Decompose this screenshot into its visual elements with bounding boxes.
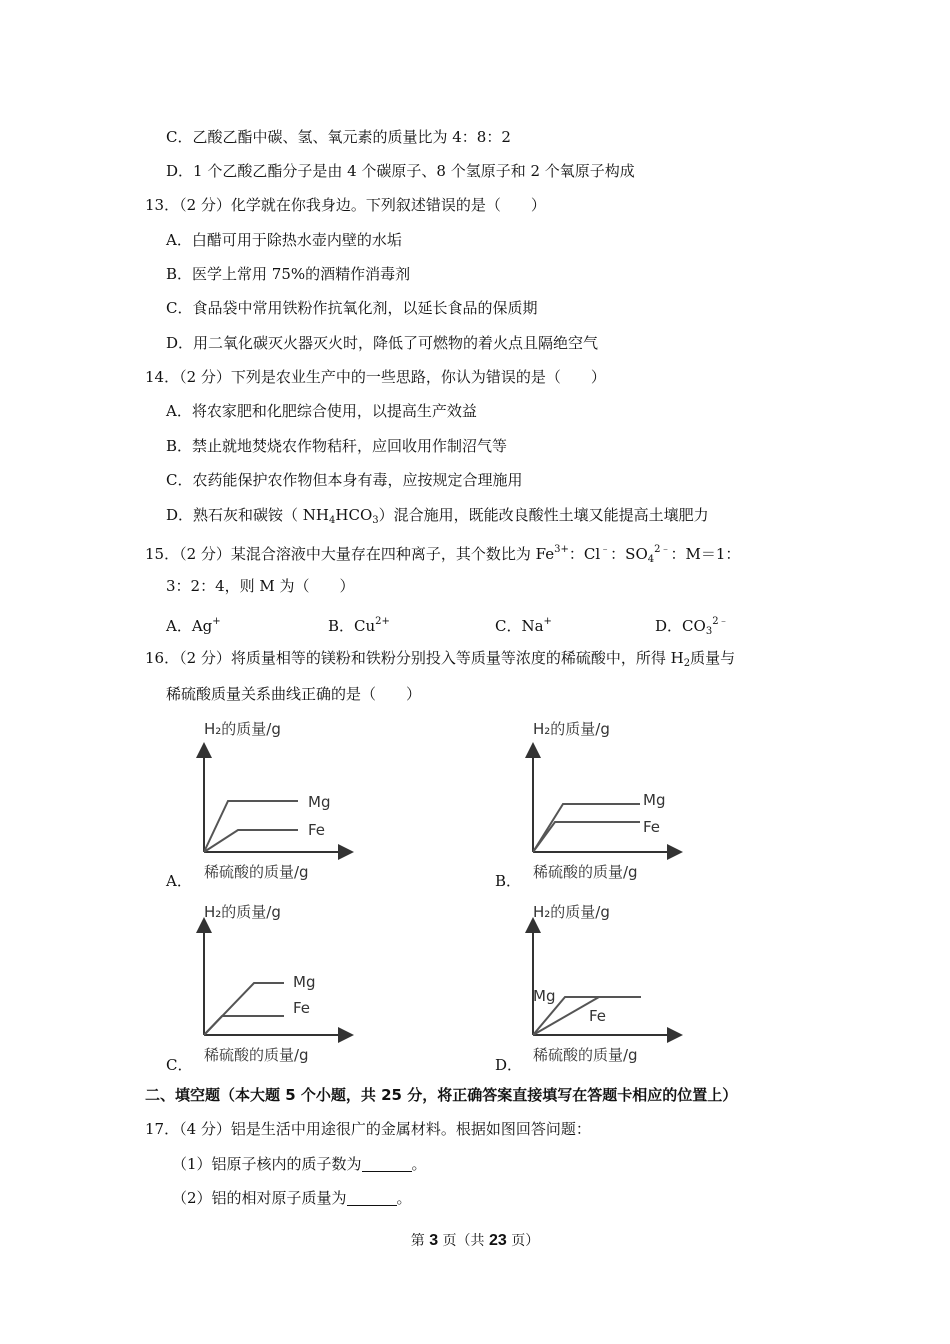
graph-c-mg-line (204, 983, 284, 1035)
q17-part-2: （2）铝的相对原子质量为 。 (172, 1189, 412, 1207)
graph-a-fe-label: Fe (308, 821, 326, 839)
q15-stem: 15．（2 分）某混合溶液中大量存在四种离子，其个数比为 $Fe^{3+}$：Cl﹣：$SO_4^{2﹣}$：M＝1： (145, 544, 741, 565)
graph-d-xlabel: 稀硫酸的质量/g (533, 1046, 638, 1064)
q13-option-d: D．用二氧化碳灭火器灭火时，降低了可燃物的着火点且隔绝空气 (166, 334, 599, 352)
q14-option-b: B．禁止就地焚烧农作物秸秆，应回收用作制沼气等 (166, 437, 508, 455)
graph-a-mg-label: Mg (308, 793, 331, 811)
graph-a-mg-line (204, 801, 298, 852)
graph-d-ylabel: H₂的质量/g (533, 903, 610, 921)
q13-option-c: C．食品袋中常用铁粉作抗氧化剂，以延长食品的保质期 (166, 299, 538, 317)
graph-d-mg-label: Mg (533, 987, 556, 1005)
graph-b-option-label: B． (495, 872, 522, 890)
q15-option-d: D．$CO_3^{2﹣}$ (655, 616, 729, 637)
q14-option-c: C．农药能保护农作物但本身有毒，应按规定合理施用 (166, 471, 523, 489)
page-footer: 第 3 页（共 23 页） (410, 1232, 540, 1249)
page-number: 3 (429, 1232, 439, 1249)
graph-c-mg-label: Mg (293, 973, 316, 991)
graph-a-ylabel: H₂的质量/g (204, 720, 281, 738)
graph-c-fe-line (204, 1016, 284, 1035)
q15-option-b: B．$Cu^{2+}$ (328, 616, 390, 635)
q16-stem-line2: 稀硫酸质量关系曲线正确的是（ ） (166, 685, 422, 703)
q14-option-a: A．将农家肥和化肥综合使用，以提高生产效益 (166, 402, 477, 420)
q17-part-1: （1）铝原子核内的质子数为 。 (172, 1155, 427, 1173)
graph-b-xlabel: 稀硫酸的质量/g (533, 863, 638, 881)
graph-a-fe-line (204, 830, 298, 852)
graph-b-ylabel: H₂的质量/g (533, 720, 610, 738)
q17-blank-2[interactable] (347, 1191, 397, 1206)
q14-option-d: D．熟石灰和碳铵（ $NH_4HCO_3$）混合施用，既能改良酸性土壤又能提高土壤肥力 (166, 506, 709, 526)
section-2-heading: 二、填空题（本大题 5 个小题，共 25 分，将正确答案直接填写在答题卡相应的位置上） (145, 1086, 738, 1104)
q16-stem: 16．（2 分）将质量相等的镁粉和铁粉分别投入等质量等浓度的稀硫酸中，所得 $H_2$质量与 (145, 649, 736, 669)
graph-c-option-label: C． (166, 1056, 193, 1074)
graph-a-option-label: A． (166, 872, 192, 890)
graph-c-fe-label: Fe (293, 999, 311, 1017)
q13-stem: 13．（2 分）化学就在你我身边。下列叙述错误的是（ ） (145, 196, 546, 214)
q12-option-d: D．1 个乙酸乙酯分子是由 4 个碳原子、8 个氢原子和 2 个氧原子构成 (166, 162, 635, 180)
q17-stem: 17．（4 分）铝是生活中用途很广的金属材料。根据如图回答问题： (145, 1120, 591, 1138)
graph-b-mg-label: Mg (643, 791, 666, 809)
q15-option-a: A．Ag+ (166, 616, 221, 635)
graph-c-ylabel: H₂的质量/g (204, 903, 281, 921)
q12-option-c: C．乙酸乙酯中碳、氢、氧元素的质量比为 4：8：2 (166, 128, 511, 146)
graph-d (525, 895, 705, 1070)
q15-option-c: C．Na+ (495, 616, 552, 635)
q15-stem-line2: 3：2：4，则 M 为（ ） (166, 577, 355, 595)
page-total: 23 (489, 1232, 507, 1249)
graph-a-xlabel: 稀硫酸的质量/g (204, 863, 309, 881)
graph-b-mg-line (533, 804, 640, 852)
graph-d-fe-label: Fe (589, 1007, 607, 1025)
q13-option-b: B．医学上常用 75%的酒精作消毒剂 (166, 265, 411, 283)
q13-option-a: A．白醋可用于除热水壶内壁的水垢 (166, 231, 402, 249)
q17-blank-1[interactable] (362, 1157, 412, 1172)
graph-c-xlabel: 稀硫酸的质量/g (204, 1046, 309, 1064)
q14-stem: 14．（2 分）下列是农业生产中的一些思路，你认为错误的是（ ） (145, 368, 606, 386)
graph-c (196, 895, 376, 1070)
graph-b-fe-label: Fe (643, 818, 661, 836)
graph-b (525, 712, 705, 887)
graph-d-option-label: D． (495, 1056, 523, 1074)
graph-a (196, 712, 376, 887)
